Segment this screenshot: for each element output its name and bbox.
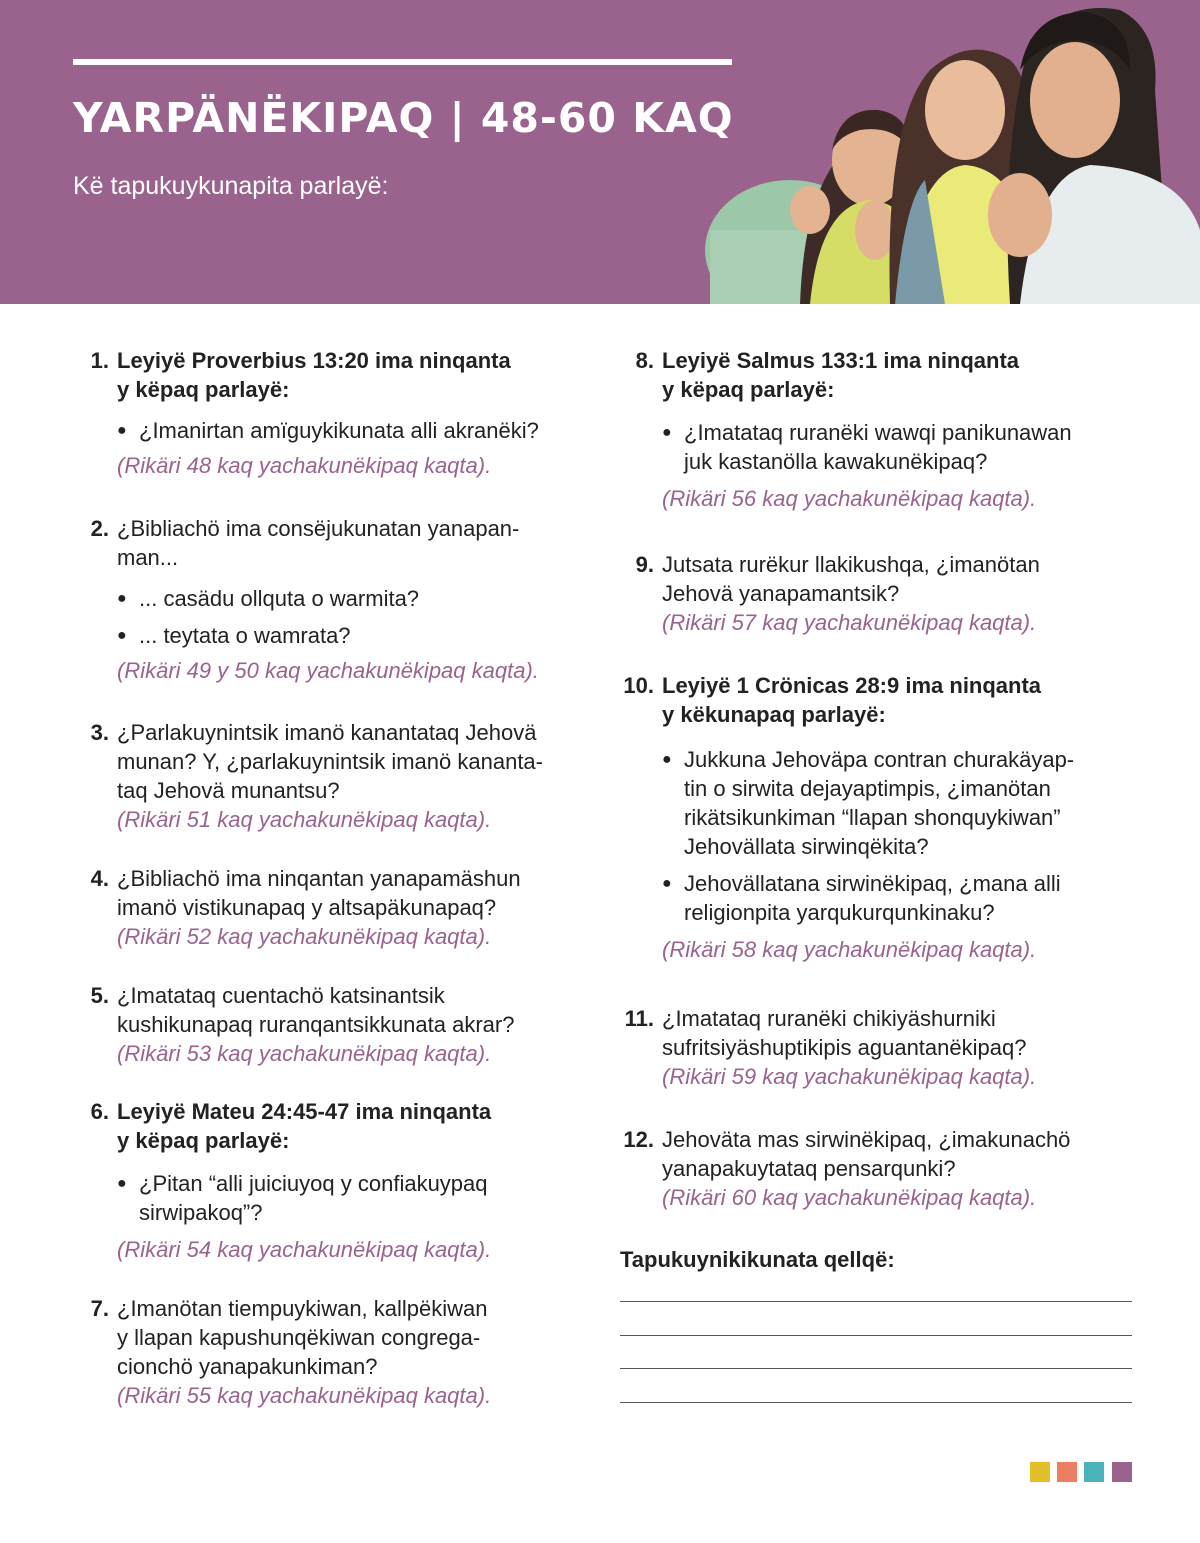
- question-8: [620, 346, 1122, 513]
- question-9: [620, 550, 1122, 637]
- bullet-list: [662, 745, 1122, 927]
- question-number: 1.: [90, 348, 109, 373]
- reference: (Rikäri 59 kaq yachakunëkipaq kaqta).: [662, 1064, 1037, 1089]
- header-rule: [73, 59, 732, 65]
- reference: (Rikäri 54 kaq yachakunëkipaq kaqta).: [117, 1237, 492, 1262]
- bullet-list: [117, 584, 577, 650]
- question-lead: Leyiyë 1 Crönicas 28:9 ima ninqanta y këkunapaq parlayë:: [662, 673, 1042, 727]
- question-number: 11.: [624, 1006, 654, 1031]
- question-4: [75, 864, 577, 951]
- question-11: [620, 1004, 1122, 1091]
- question-number: 7.: [90, 1296, 109, 1321]
- question-3: [75, 718, 577, 834]
- question-text: ¿Imatataq ruranëki chikiyäshurniki sufritsiyäshuptikipis aguantanëkipaq?: [662, 1006, 1027, 1060]
- bullet-item: ● ... casädu ollquta o warmita?: [117, 584, 577, 613]
- reference: (Rikäri 60 kaq yachakunëkipaq kaqta).: [662, 1185, 1037, 1210]
- reference: (Rikäri 51 kaq yachakunëkipaq kaqta).: [117, 807, 492, 832]
- color-square-purple: [1112, 1462, 1132, 1482]
- bullet-list: [117, 1169, 577, 1227]
- question-number: 9.: [635, 552, 654, 577]
- reference: (Rikäri 56 kaq yachakunëkipaq kaqta).: [662, 486, 1037, 511]
- color-square-orange: [1057, 1462, 1077, 1482]
- question-text: Jehoväta mas sirwinëkipaq, ¿imakunachö yanapakuytataq pensarqunki?: [662, 1127, 1071, 1181]
- question-text: ¿Parlakuynintsik imanö kanantataq Jehovä munan? Y, ¿parlakuynintsik imanö kananta- taq Jehovä munantsu?: [117, 720, 543, 803]
- question-2: [75, 514, 577, 685]
- bullet-item: ● ¿Pitan “alli juiciuyoq y confiakuypaq sirwipakoq”?: [117, 1169, 577, 1227]
- question-number: 4.: [90, 866, 109, 891]
- question-number: 8.: [635, 348, 654, 373]
- bullet-item: ● ¿Imanirtan amïguykikunata alli akranëki?: [117, 416, 577, 445]
- bullet-list: [117, 416, 577, 445]
- question-text: ¿Imatataq cuentachö katsinantsik kushikunapaq ruranqantsikkunata akrar?: [117, 983, 515, 1037]
- question-1: [75, 346, 577, 480]
- question-number: 12.: [623, 1127, 654, 1152]
- reference: (Rikäri 48 kaq yachakunëkipaq kaqta).: [117, 453, 492, 478]
- question-number: 2.: [90, 516, 109, 541]
- note-line[interactable]: [620, 1301, 1132, 1302]
- header-banner: [0, 0, 1200, 304]
- family-praying-illustration: [700, 0, 1200, 304]
- reference: (Rikäri 58 kaq yachakunëkipaq kaqta).: [662, 937, 1037, 962]
- note-line[interactable]: [620, 1402, 1132, 1403]
- page-title: YARPÄNËKIPAQ | 48-60 KAQ: [73, 94, 734, 142]
- bullet-item: ● Jukkuna Jehoväpa contran churakäyap- tin o sirwita dejayaptimpis, ¿imanötan rikätsikunkiman “llapan shonquykiwan” Jehovällata sirwinqëkita?: [662, 745, 1122, 861]
- bullet-list: [662, 418, 1122, 476]
- reference: (Rikäri 57 kaq yachakunëkipaq kaqta).: [662, 610, 1037, 635]
- page-subtitle: Kë tapukuykunapita parlayë:: [73, 172, 389, 200]
- question-12: [620, 1125, 1122, 1212]
- question-6: [75, 1097, 577, 1264]
- question-text: Jutsata rurëkur llakikushqa, ¿imanötan Jehovä yanapamantsik?: [662, 552, 1040, 606]
- reference: (Rikäri 53 kaq yachakunëkipaq kaqta).: [117, 1041, 492, 1066]
- color-square-teal: [1084, 1462, 1104, 1482]
- question-lead: Leyiyë Proverbius 13:20 ima ninqanta y këpaq parlayë:: [117, 348, 511, 402]
- reference: (Rikäri 52 kaq yachakunëkipaq kaqta).: [117, 924, 492, 949]
- reference: (Rikäri 55 kaq yachakunëkipaq kaqta).: [117, 1383, 492, 1408]
- note-line[interactable]: [620, 1335, 1132, 1336]
- notes-label: Tapukuynikikunata qellqë:: [620, 1247, 895, 1272]
- bullet-item: ● ¿Imatataq ruranëki wawqi panikunawan juk kastanölla kawakunëkipaq?: [662, 418, 1122, 476]
- question-number: 5.: [90, 983, 109, 1008]
- question-text: ¿Bibliachö ima consëjukunatan yanapan- man...: [117, 516, 520, 570]
- question-number: 6.: [90, 1099, 109, 1124]
- question-10: [620, 671, 1122, 964]
- question-text: ¿Imanötan tiempuykiwan, kallpëkiwan y llapan kapushunqëkiwan congrega- cionchö yanapakunkiman?: [117, 1296, 488, 1379]
- question-number: 3.: [90, 720, 109, 745]
- question-7: [75, 1294, 577, 1410]
- color-square-yellow: [1030, 1462, 1050, 1482]
- question-lead: Leyiyë Mateu 24:45-47 ima ninqanta y këpaq parlayë:: [117, 1099, 492, 1153]
- question-text: ¿Bibliachö ima ninqantan yanapamäshun imanö vistikunapaq y altsapäkunapaq?: [117, 866, 521, 920]
- question-number: 10.: [623, 673, 654, 698]
- question-5: [75, 981, 577, 1068]
- reference: (Rikäri 49 y 50 kaq yachakunëkipaq kaqta).: [117, 658, 539, 683]
- question-lead: Leyiyë Salmus 133:1 ima ninqanta y këpaq parlayë:: [662, 348, 1020, 402]
- bullet-item: ● ... teytata o wamrata?: [117, 621, 577, 650]
- note-line[interactable]: [620, 1368, 1132, 1369]
- bullet-item: ● Jehovällatana sirwinëkipaq, ¿mana alli religionpita yarqukurqunkinaku?: [662, 869, 1122, 927]
